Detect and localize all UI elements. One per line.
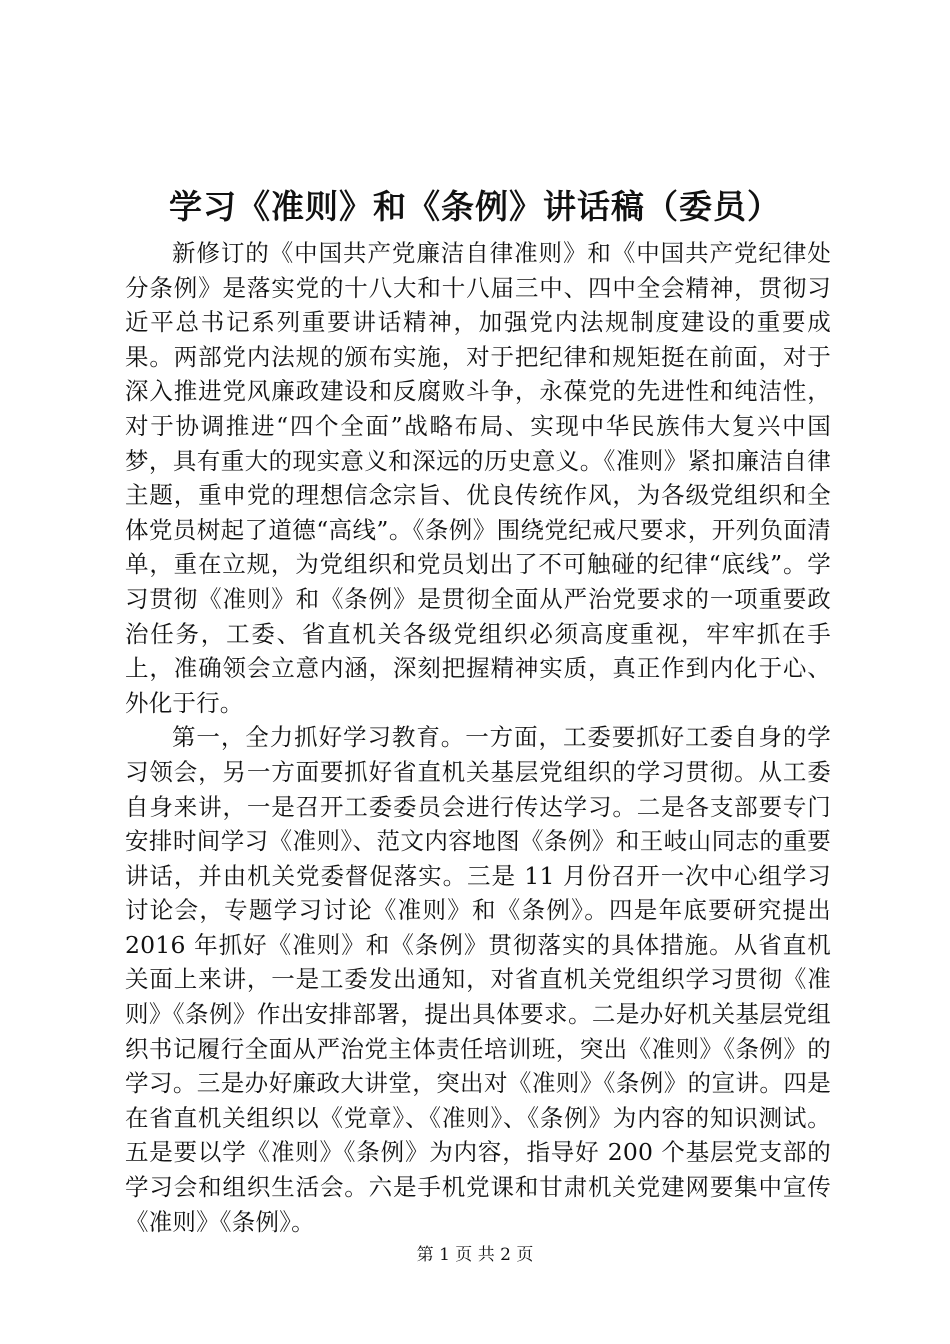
page-number-footer: 第 1 页 共 2 页 <box>416 1245 534 1265</box>
paragraph-intro: 新修订的《中国共产党廉洁自律准则》和《中国共产党纪律处分条例》是落实党的十八大和十八届三中、四中全会精神，贯彻习近平总书记系列重要讲话精神，加强党内法规制度建设的重要成果。两部党内法规的颁布实施，对于把纪律和规矩挺在前面，对于深入推进党风廉政建设和反腐败斗争，永葆党的先进性和纯洁性，对于协调推进“四个全面”战略布局、实现中华民族伟大复兴中国梦，具有重大的现实意义和深远的历史意义。《准则》紧扣廉洁自律主题，重申党的理想信念宗旨、优良传统作风，为各级党组织和全体党员树起了道德“高线”。《条例》围绕党纪戒尺要求，开列负面清单，重在立规，为党组织和党员划出了不可触碰的纪律“底线”。学习贯彻《准则》和《条例》是贯彻全面从严治党要求的一项重要政治任务，工委、省直机关各级党组织必须高度重视，牢牢抓在手上，准确领会立意内涵，深刻把握精神实质，真正作到内化于心、外化于行。 <box>125 239 831 717</box>
document-title: 学习《准则》和《条例》讲话稿（委员） <box>169 187 781 226</box>
paragraph-first-point: 第一，全力抓好学习教育。一方面，工委要抓好工委自身的学习领会，另一方面要抓好省直机关基层党组织的学习贯彻。从工委自身来讲，一是召开工委委员会进行传达学习。二是各支部要专门安排时间学习《准则》、范文内容地图《条例》和王岐山同志的重要讲话，并由机关党委督促落实。三是 11 月份召开一次中心组学习讨论会，专题学习讨论《准则》和《条例》。四是年底要研究提出 2016 年抓好《准则》和《条例》贯彻落实的具体措施。从省直机关面上来讲，一是工委发出通知，对省直机关党组织学习贯彻《准则》《条例》作出安排部署，提出具体要求。二是办好机关基层党组织书记履行全面从严治党主体责任培训班，突出《准则》《条例》的学习。三是办好廉政大讲堂，突出对《准则》《条例》的宣讲。四是在省直机关组织以《党章》、《准则》、《条例》为内容的知识测试。五是要以学《准则》《条例》为内容，指导好 200 个基层党支部的学习会和组织生活会。六是手机党课和甘肃机关党建网要集中宣传《准则》《条例》。 <box>125 723 831 1236</box>
document-body <box>125 236 831 1239</box>
